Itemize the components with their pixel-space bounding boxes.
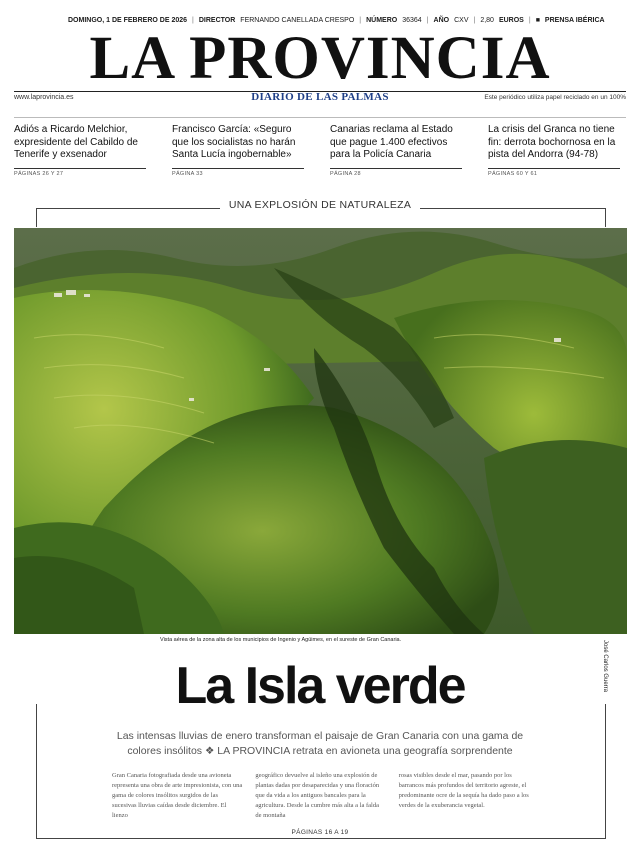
photo-caption: Vista aérea de la zona alta de los municipios de Ingenio y Agüimes, en el sureste de Gran Canaria. [160, 637, 402, 643]
director-label: DIRECTOR [198, 16, 236, 24]
teaser-item[interactable] [172, 124, 310, 180]
teaser-title[interactable]: La crisis del Granca no tiene fin: derrota bochornosa en la pista del Andorra (94-78) [488, 124, 616, 160]
feature-dek-line: Las intensas lluvias de enero transforman el paisaje de Gran Canaria con una gama de [116, 730, 524, 742]
teaser-title[interactable]: Adiós a Ricardo Melchior, expresidente del Cabildo de Tenerife y exsenador [14, 124, 138, 160]
masthead-title: LA PROVINCIA [89, 25, 551, 92]
feature-pages: PÁGINAS 16 A 19 [280, 829, 360, 836]
teaser-pages: PÁGINAS 26 Y 27 [14, 168, 146, 177]
edition-date: DOMINGO, 1 DE FEBRERO DE 2026 [68, 16, 188, 24]
teaser-title[interactable]: Francisco García: «Seguro que los socialistas no harán Santa Lucía ingobernable» [172, 124, 296, 160]
feature-dek-line: colores insólitos ❖ LA PROVINCIA retrata en avioneta una geografía sorprendente [127, 745, 513, 757]
feature-dek [100, 729, 540, 759]
masthead-subrow [14, 91, 626, 106]
feature-body-column: geográfico devuelve al isleño una explosión de plantas dadas por desaparecidas y una floración que da vida a los antiguos bancales para la agricultura. Desde la cumbre más alta a la falda de montaña [255, 772, 380, 819]
teaser-item[interactable] [330, 124, 468, 180]
press-group: PRENSA IBÉRICA [544, 16, 605, 24]
teaser-pages: PÁGINA 28 [330, 168, 462, 177]
feature-body [112, 771, 530, 821]
feature-kicker: UNA EXPLOSIÓN DE NATURALEZA [220, 199, 420, 211]
recycled-paper-note: Este periódico utiliza papel reciclado en un 100% [484, 94, 626, 101]
teaser-pages: PÁGINA 33 [172, 168, 304, 177]
meta-separator: | [473, 16, 476, 24]
photo-credit: José Carlos Guerra [602, 640, 608, 693]
feature-headline[interactable]: La Isla verde [175, 657, 465, 715]
director-name: FERNANDO CANELLADA CRESPO [240, 16, 355, 24]
landscape-photo-image [14, 228, 627, 634]
feature-body-column: Gran Canaria fotografiada desde una avioneta representa una obra de arte impresionista, con una gama de colores insólitos surgidos de las sucesivas lluvias caídas desde diciembre. El lienzo [112, 772, 243, 819]
website-link[interactable]: www.laprovincia.es [14, 94, 74, 101]
year-label: AÑO [433, 16, 450, 24]
year-value: CXV [454, 16, 469, 24]
divider [14, 117, 626, 118]
number-value: 36364 [402, 16, 422, 24]
masthead-subtitle: DIARIO DE LAS PALMAS [251, 91, 389, 103]
teaser-row [14, 124, 626, 180]
teaser-pages: PÁGINAS 60 Y 61 [488, 168, 620, 177]
press-group-icon: ■ [535, 16, 540, 24]
price-unit: EUROS [498, 16, 524, 24]
teaser-item[interactable] [488, 124, 626, 180]
meta-separator: | [426, 16, 429, 24]
teaser-item[interactable] [14, 124, 152, 180]
meta-separator: | [528, 16, 531, 24]
number-label: NÚMERO [366, 16, 398, 24]
feature-body-column: rosas visibles desde el mar, pasando por los barrancos más profundos del territorio agreste, el predominante ocre de la sequía ha dado paso a los verdes de la exuberancia vegetal. [398, 772, 529, 809]
meta-separator: | [359, 16, 362, 24]
meta-separator: | [192, 16, 194, 24]
price-value: 2,80 [480, 16, 494, 24]
feature-photo[interactable] [14, 228, 627, 634]
teaser-title[interactable]: Canarias reclama al Estado que pague 1.400 efectivos para la Policía Canaria [330, 124, 453, 160]
